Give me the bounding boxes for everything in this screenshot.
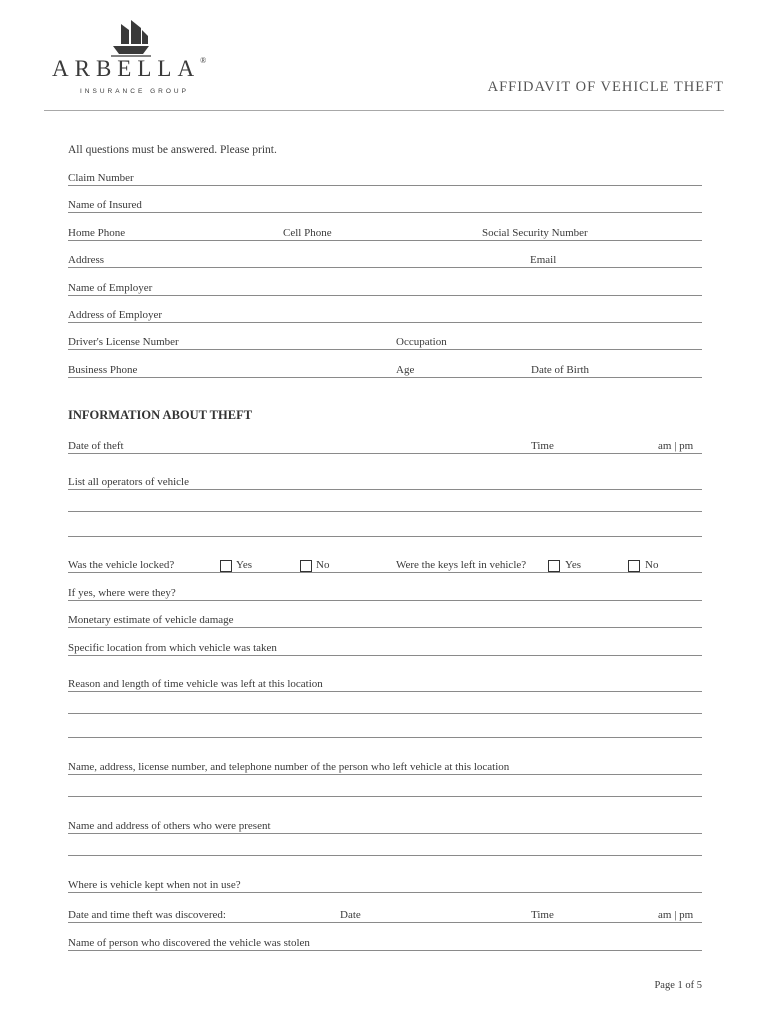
location-taken-field[interactable]: Specific location from which vehicle was taken — [68, 640, 702, 656]
keys-question-label: Were the keys left in vehicle? — [396, 559, 527, 571]
email-label: Email — [530, 254, 557, 266]
form-title: AFFIDAVIT OF VEHICLE THEFT — [487, 79, 724, 95]
phone-row[interactable] — [68, 225, 702, 241]
business-age-dob-row[interactable] — [68, 362, 702, 378]
locked-no-checkbox[interactable] — [300, 560, 312, 572]
others-present-blank-line[interactable] — [68, 855, 702, 856]
operators-field[interactable]: List all operators of vehicle — [68, 474, 702, 490]
time-label: Time — [531, 440, 554, 452]
address-email-row[interactable] — [68, 252, 702, 268]
section-heading-theft: INFORMATION ABOUT THEFT — [68, 408, 253, 422]
employer-name-field[interactable]: Name of Employer — [68, 280, 702, 296]
instruction-text: All questions must be answered. Please print. — [68, 144, 277, 156]
discovered-row[interactable] — [68, 907, 702, 923]
where-kept-field[interactable]: Where is vehicle kept when not in use? — [68, 877, 702, 893]
operators-blank-line-1[interactable] — [68, 511, 702, 512]
page-number: Page 1 of 5 — [654, 980, 702, 991]
reason-length-field[interactable]: Reason and length of time vehicle was left at this location — [68, 676, 702, 692]
reason-blank-line-2[interactable] — [68, 737, 702, 738]
keys-no-label: No — [645, 559, 659, 571]
address-label: Address — [68, 254, 105, 266]
locked-question-label: Was the vehicle locked? — [68, 559, 175, 571]
employer-address-field[interactable]: Address of Employer — [68, 307, 702, 323]
person-left-field[interactable]: Name, address, license number, and telephone number of the person who left vehicle at this location — [68, 759, 702, 775]
discovered-am-pm-label: am | pm — [658, 909, 694, 921]
date-time-discovered-label: Date and time theft was discovered: — [68, 909, 226, 921]
cell-phone-label: Cell Phone — [283, 227, 332, 239]
header-divider — [44, 110, 724, 111]
locked-yes-label: Yes — [236, 559, 253, 571]
operators-blank-line-2[interactable] — [68, 536, 702, 537]
keys-no-checkbox[interactable] — [628, 560, 640, 572]
drivers-license-label: Driver's License Number — [68, 336, 179, 348]
reason-blank-line-1[interactable] — [68, 713, 702, 714]
where-keys-field[interactable]: If yes, where were they? — [68, 585, 702, 601]
discoverer-field[interactable]: Name of person who discovered the vehicle was stolen — [68, 935, 702, 951]
date-of-theft-label: Date of theft — [68, 440, 124, 452]
license-occupation-row[interactable] — [68, 334, 702, 350]
business-phone-label: Business Phone — [68, 364, 138, 376]
am-pm-label: am | pm — [658, 440, 694, 452]
name-of-insured-field[interactable]: Name of Insured — [68, 197, 702, 213]
locked-keys-row — [68, 557, 702, 573]
discovered-date-label: Date — [340, 909, 361, 921]
dob-label: Date of Birth — [531, 364, 590, 376]
keys-yes-checkbox[interactable] — [548, 560, 560, 572]
person-left-blank-line[interactable] — [68, 796, 702, 797]
occupation-label: Occupation — [396, 336, 447, 348]
ship-logo-icon — [109, 18, 153, 58]
brand-name: ARBELLA® — [52, 56, 207, 81]
others-present-field[interactable]: Name and address of others who were present — [68, 818, 702, 834]
damage-estimate-field[interactable]: Monetary estimate of vehicle damage — [68, 612, 702, 628]
ssn-label: Social Security Number — [482, 227, 588, 239]
discovered-time-label: Time — [531, 909, 554, 921]
keys-yes-label: Yes — [565, 559, 582, 571]
locked-no-label: No — [316, 559, 330, 571]
date-time-of-theft-row[interactable] — [68, 438, 702, 454]
claim-number-field[interactable]: Claim Number — [68, 170, 702, 186]
locked-yes-checkbox[interactable] — [220, 560, 232, 572]
brand-subtitle: INSURANCE GROUP — [80, 88, 189, 95]
home-phone-label: Home Phone — [68, 227, 126, 239]
age-label: Age — [396, 364, 415, 376]
